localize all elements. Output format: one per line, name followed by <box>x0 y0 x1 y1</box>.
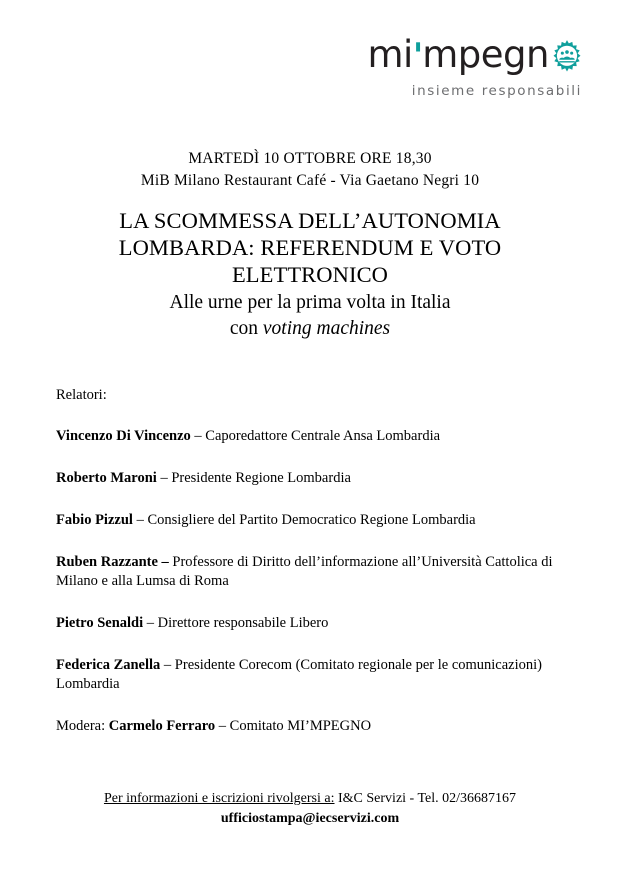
logo-apostrophe: ' <box>412 36 423 76</box>
footer-info-line <box>0 789 620 808</box>
speaker-name: Ruben Razzante – <box>56 554 169 570</box>
event-subtitle-line-1: Alle urne per la prima volta in Italia <box>169 292 451 313</box>
logo-tagline: insieme responsabili <box>411 83 582 99</box>
speaker-separator: – <box>190 428 206 444</box>
gear-people-icon <box>550 39 584 73</box>
speaker-role: Consigliere del Partito Democratico Regione Lombardia <box>147 512 476 528</box>
footer-info-rest: I&C Servizi - Tel. 02/36687167 <box>334 791 517 806</box>
speaker-role: Presidente Regione Lombardia <box>171 470 351 486</box>
event-venue-line: MiB Milano Restaurant Café - Via Gaetano Negri 10 <box>140 172 480 189</box>
speaker-name: Fabio Pizzul <box>56 512 133 528</box>
event-subtitle-line-2 <box>60 316 560 342</box>
event-title-line-3: ELETTRONICO <box>231 262 389 287</box>
speaker-row <box>56 511 564 530</box>
event-title-line-1: LA SCOMMESSA DELL’AUTONOMIA <box>119 208 501 233</box>
speaker-name: Roberto Maroni <box>56 470 157 486</box>
speaker-name: Federica Zanella <box>56 657 161 673</box>
speaker-role: Professore di Diritto dell’informazione all’Università Cattolica di Milano e alla Lumsa di Roma <box>56 554 553 589</box>
moderator-name: Carmelo Ferraro <box>108 718 216 734</box>
speaker-separator: – <box>132 512 148 528</box>
speakers-label: Relatori: <box>56 387 107 403</box>
moderator-role: Comitato MI’MPEGNO <box>229 718 372 734</box>
speaker-separator: – <box>156 470 172 486</box>
brand-logo <box>354 34 584 100</box>
logo-wordmark <box>354 34 584 77</box>
speaker-row <box>56 469 564 488</box>
event-date-line: MARTEDÌ 10 OTTOBRE ORE 18,30 <box>188 150 432 167</box>
moderator-separator: – <box>215 718 230 734</box>
speaker-role: Presidente Corecom (Comitato regionale per le comunicazioni) Lombardia <box>56 657 543 692</box>
logo-wordmark-pre: mi <box>367 33 413 76</box>
event-title-line-2: LOMBARDA: REFERENDUM E VOTO <box>118 235 502 260</box>
speaker-separator: – <box>160 657 175 673</box>
logo-wordmark-post: mpegn <box>422 33 549 76</box>
speakers-section <box>56 386 564 736</box>
speaker-role: Direttore responsabile Libero <box>157 615 329 631</box>
speaker-separator: – <box>143 615 158 631</box>
speaker-row <box>56 614 564 633</box>
speaker-row <box>56 656 564 694</box>
speaker-row <box>56 553 564 591</box>
moderator-prefix: Modera: <box>56 718 109 734</box>
footer-contact <box>0 789 620 828</box>
event-subtitle-italic: voting machines <box>262 318 391 339</box>
moderator-row <box>56 717 564 736</box>
event-meta <box>0 148 620 192</box>
event-subtitle-plain: con <box>229 318 263 339</box>
speaker-name: Pietro Senaldi <box>56 615 144 631</box>
footer-email[interactable]: ufficiostampa@iecservizi.com <box>220 811 400 826</box>
speaker-name: Vincenzo Di Vincenzo <box>56 428 191 444</box>
event-title-block <box>60 207 560 342</box>
speaker-row <box>56 427 564 446</box>
speaker-role: Caporedattore Centrale Ansa Lombardia <box>205 428 441 444</box>
footer-info-underlined: Per informazioni e iscrizioni rivolgersi a: <box>103 791 335 806</box>
